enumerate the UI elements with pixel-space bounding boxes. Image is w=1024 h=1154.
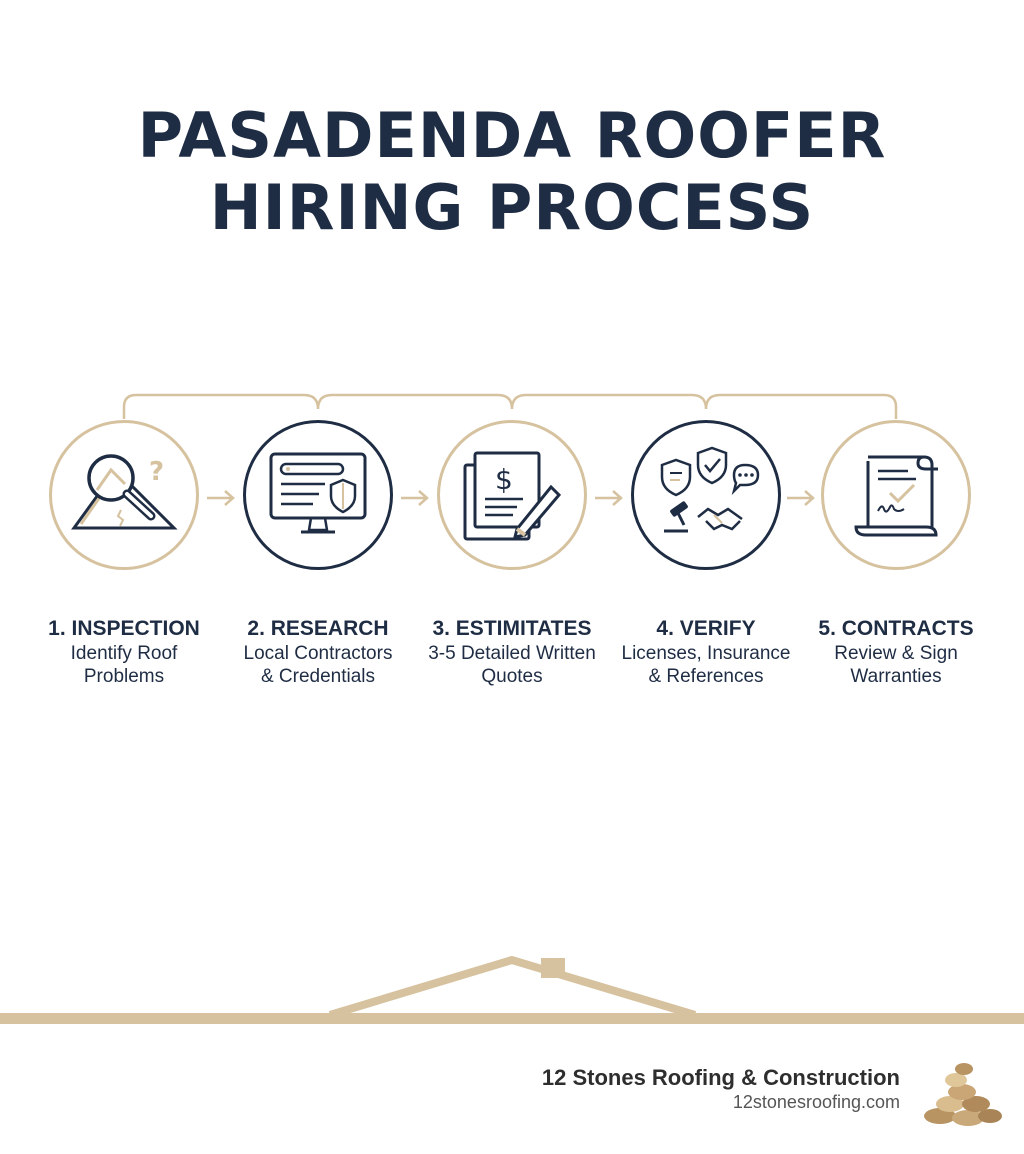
step-circle xyxy=(821,420,971,570)
step-title: 5. CONTRACTS xyxy=(818,617,974,640)
arrow-right-icon xyxy=(785,487,817,509)
step-research xyxy=(218,420,418,688)
step-description: Review & Sign Warranties xyxy=(834,643,958,687)
stones-logo-icon xyxy=(918,1058,1004,1128)
arrow-right-icon xyxy=(399,487,431,509)
step-description: Licenses, Insurance & References xyxy=(621,643,791,687)
svg-text:?: ? xyxy=(149,457,165,487)
bracket-connector xyxy=(0,385,1024,425)
company-name: 12 Stones Roofing & Construction xyxy=(541,1065,900,1090)
svg-text:$: $ xyxy=(495,463,513,496)
step-title: 4. VERIFY xyxy=(656,617,756,640)
verify-badges-icon xyxy=(648,445,764,545)
step-circle xyxy=(243,420,393,570)
step-title: 3. ESTIMITATES xyxy=(432,617,592,640)
step-description: Identify Roof Problems xyxy=(70,643,178,687)
step-circle xyxy=(437,420,587,570)
title-line-2: HIRING PROCESS xyxy=(209,170,815,244)
company-url: 12stonesroofing.com xyxy=(732,1092,900,1112)
quote-document-icon xyxy=(457,447,567,543)
step-title: 1. INSPECTION xyxy=(48,617,200,640)
arrow-right-icon xyxy=(205,487,237,509)
step-estimates xyxy=(412,420,612,688)
page-title xyxy=(0,100,1024,244)
contract-scroll-icon xyxy=(846,447,946,543)
arrow-right-icon xyxy=(593,487,625,509)
step-description: Local Contractors & Credentials xyxy=(243,643,393,687)
roofline-graphic xyxy=(0,955,1024,1030)
step-circle xyxy=(49,420,199,570)
step-description: 3-5 Detailed Written Quotes xyxy=(428,643,596,687)
company-branding xyxy=(542,1065,900,1113)
step-title: 2. RESEARCH xyxy=(247,617,389,640)
title-line-1: PASADENDA ROOFER xyxy=(137,98,887,172)
monitor-shield-icon xyxy=(263,450,373,540)
step-verify xyxy=(606,420,806,688)
magnifier-roof-icon xyxy=(69,450,179,540)
step-circle xyxy=(631,420,781,570)
step-inspection xyxy=(24,420,224,688)
step-contracts xyxy=(796,420,996,688)
